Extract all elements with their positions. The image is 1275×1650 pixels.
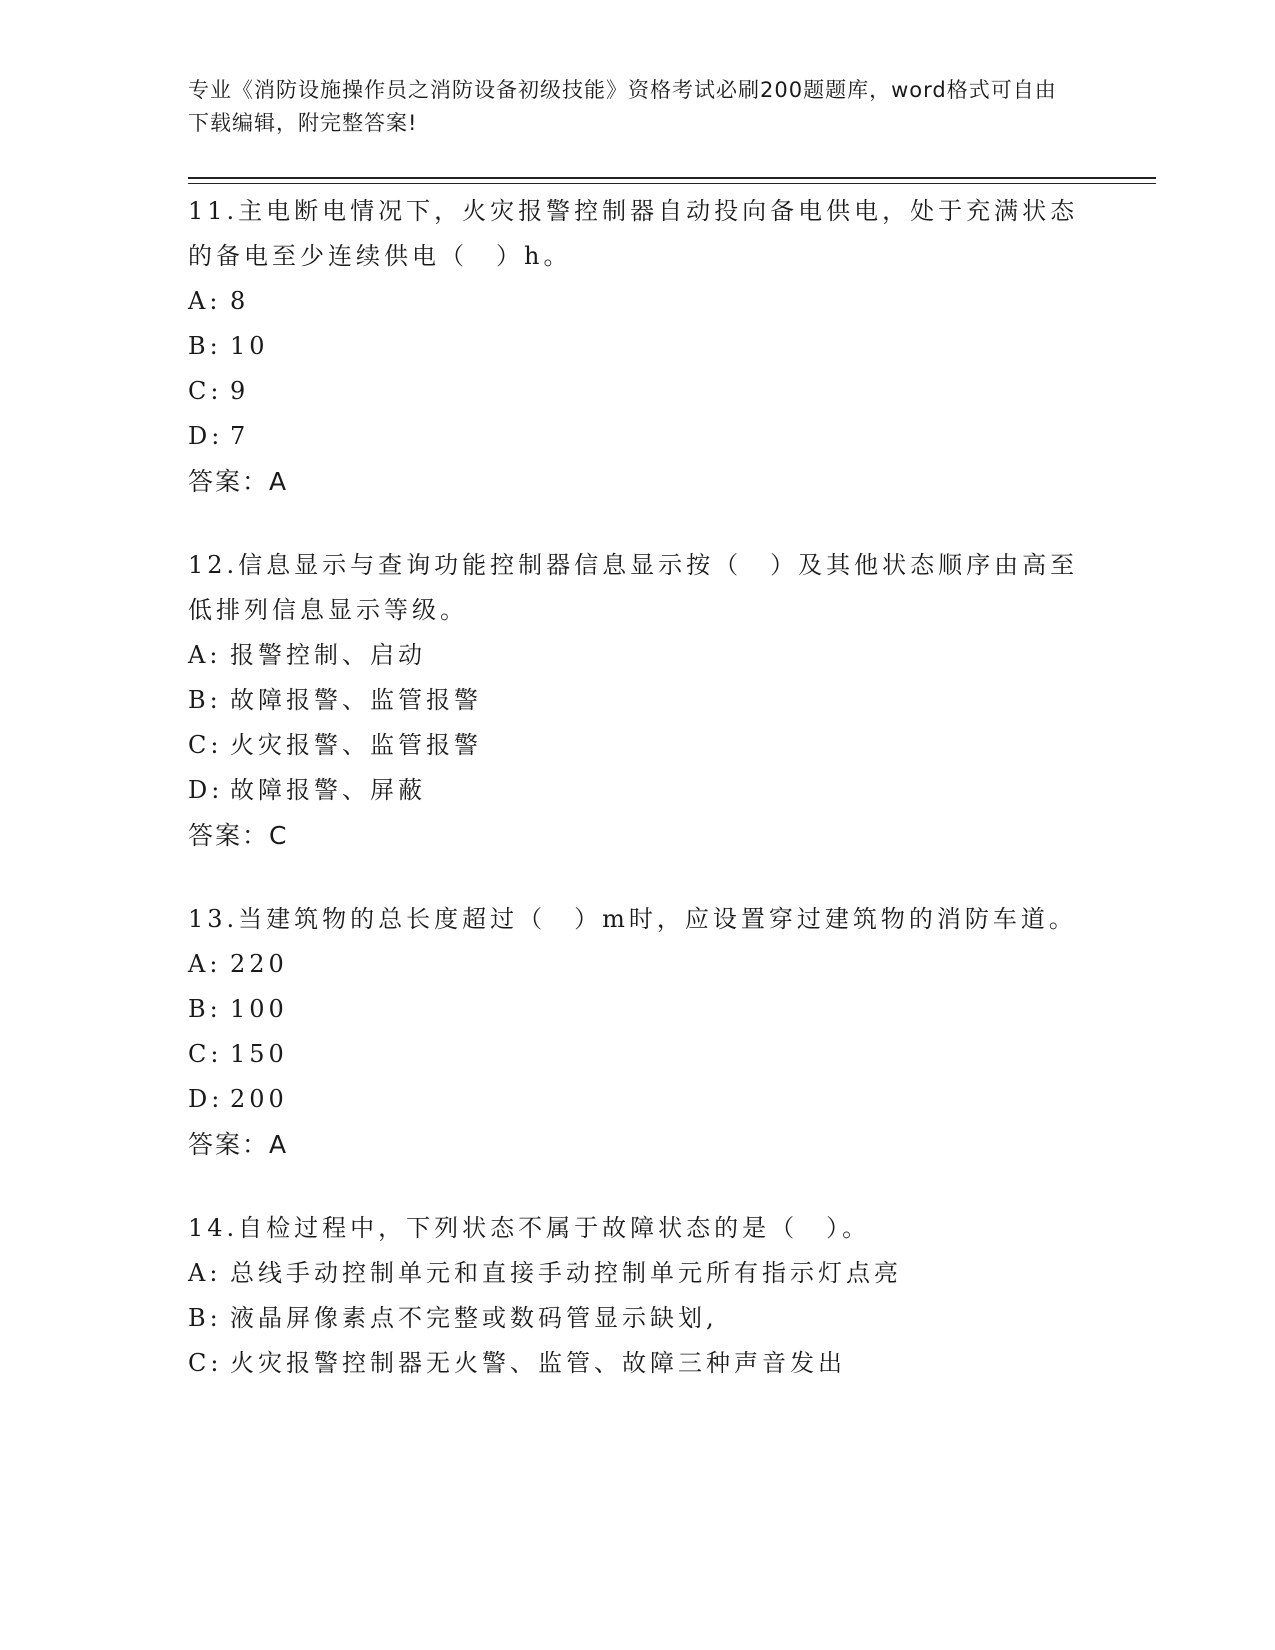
option-text: 8 [230, 287, 250, 315]
option-letter: D: [188, 776, 224, 804]
answer-line: 答案：A [188, 1130, 289, 1159]
option-letter: A: [188, 287, 222, 315]
option-a [188, 633, 1088, 678]
option-text: 液晶屏像素点不完整或数码管显示缺划, [230, 1304, 718, 1332]
question-stem: 13.当建筑物的总长度超过（ ）m时，应设置穿过建筑物的消防车道。 [188, 905, 1077, 933]
option-c [188, 723, 1088, 768]
answer-line: 答案：A [188, 467, 289, 496]
question-13 [188, 897, 1088, 1168]
option-a [188, 1251, 1088, 1296]
question-12 [188, 543, 1088, 859]
option-text: 报警控制、启动 [230, 641, 426, 669]
option-d [188, 414, 1088, 459]
answer-line: 答案：C [188, 821, 289, 850]
option-text: 故障报警、监管报警 [230, 686, 482, 714]
option-letter: B: [188, 995, 222, 1023]
option-text: 火灾报警、监管报警 [230, 731, 482, 759]
question-stem: 11.主电断电情况下，火灾报警控制器自动投向备电供电，处于充满状态的备电至少连续供电（ ）h。 [188, 197, 1079, 270]
option-text: 200 [230, 1085, 288, 1113]
question-14 [188, 1206, 1088, 1386]
option-letter: C: [188, 731, 223, 759]
option-c [188, 369, 1088, 414]
option-letter: C: [188, 1349, 223, 1377]
option-text: 220 [230, 950, 288, 978]
option-text: 故障报警、屏蔽 [230, 776, 426, 804]
option-b [188, 324, 1088, 369]
option-d [188, 768, 1088, 813]
option-letter: D: [188, 422, 224, 450]
option-c [188, 1341, 1088, 1386]
option-text: 100 [230, 995, 288, 1023]
option-b [188, 1296, 1088, 1341]
header-divider-top [188, 177, 1156, 179]
option-text: 9 [230, 377, 250, 405]
option-letter: B: [188, 1304, 222, 1332]
option-c [188, 1032, 1088, 1077]
question-stem: 12.信息显示与查询功能控制器信息显示按（ ）及其他状态顺序由高至低排列信息显示等级。 [188, 551, 1079, 624]
question-list [188, 189, 1088, 1424]
option-text: 火灾报警控制器无火警、监管、故障三种声音发出 [230, 1349, 846, 1377]
option-letter: A: [188, 1259, 222, 1287]
option-a [188, 942, 1088, 987]
option-letter: B: [188, 686, 222, 714]
option-letter: D: [188, 1085, 224, 1113]
option-text: 总线手动控制单元和直接手动控制单元所有指示灯点亮 [230, 1259, 902, 1287]
document-header: 专业《消防设施操作员之消防设备初级技能》资格考试必刷200题题库，word格式可自由下载编辑，附完整答案! [188, 78, 1057, 135]
option-text: 150 [230, 1040, 288, 1068]
option-letter: B: [188, 332, 222, 360]
option-letter: C: [188, 1040, 223, 1068]
option-letter: A: [188, 641, 222, 669]
option-letter: A: [188, 950, 222, 978]
option-letter: C: [188, 377, 223, 405]
option-b [188, 678, 1088, 723]
option-b [188, 987, 1088, 1032]
question-11 [188, 189, 1088, 505]
question-stem: 14.自检过程中，下列状态不属于故障状态的是（ ）。 [188, 1214, 871, 1242]
header-divider-bottom [188, 183, 1156, 184]
option-text: 7 [230, 422, 250, 450]
option-d [188, 1077, 1088, 1122]
option-a [188, 279, 1088, 324]
option-text: 10 [230, 332, 269, 360]
